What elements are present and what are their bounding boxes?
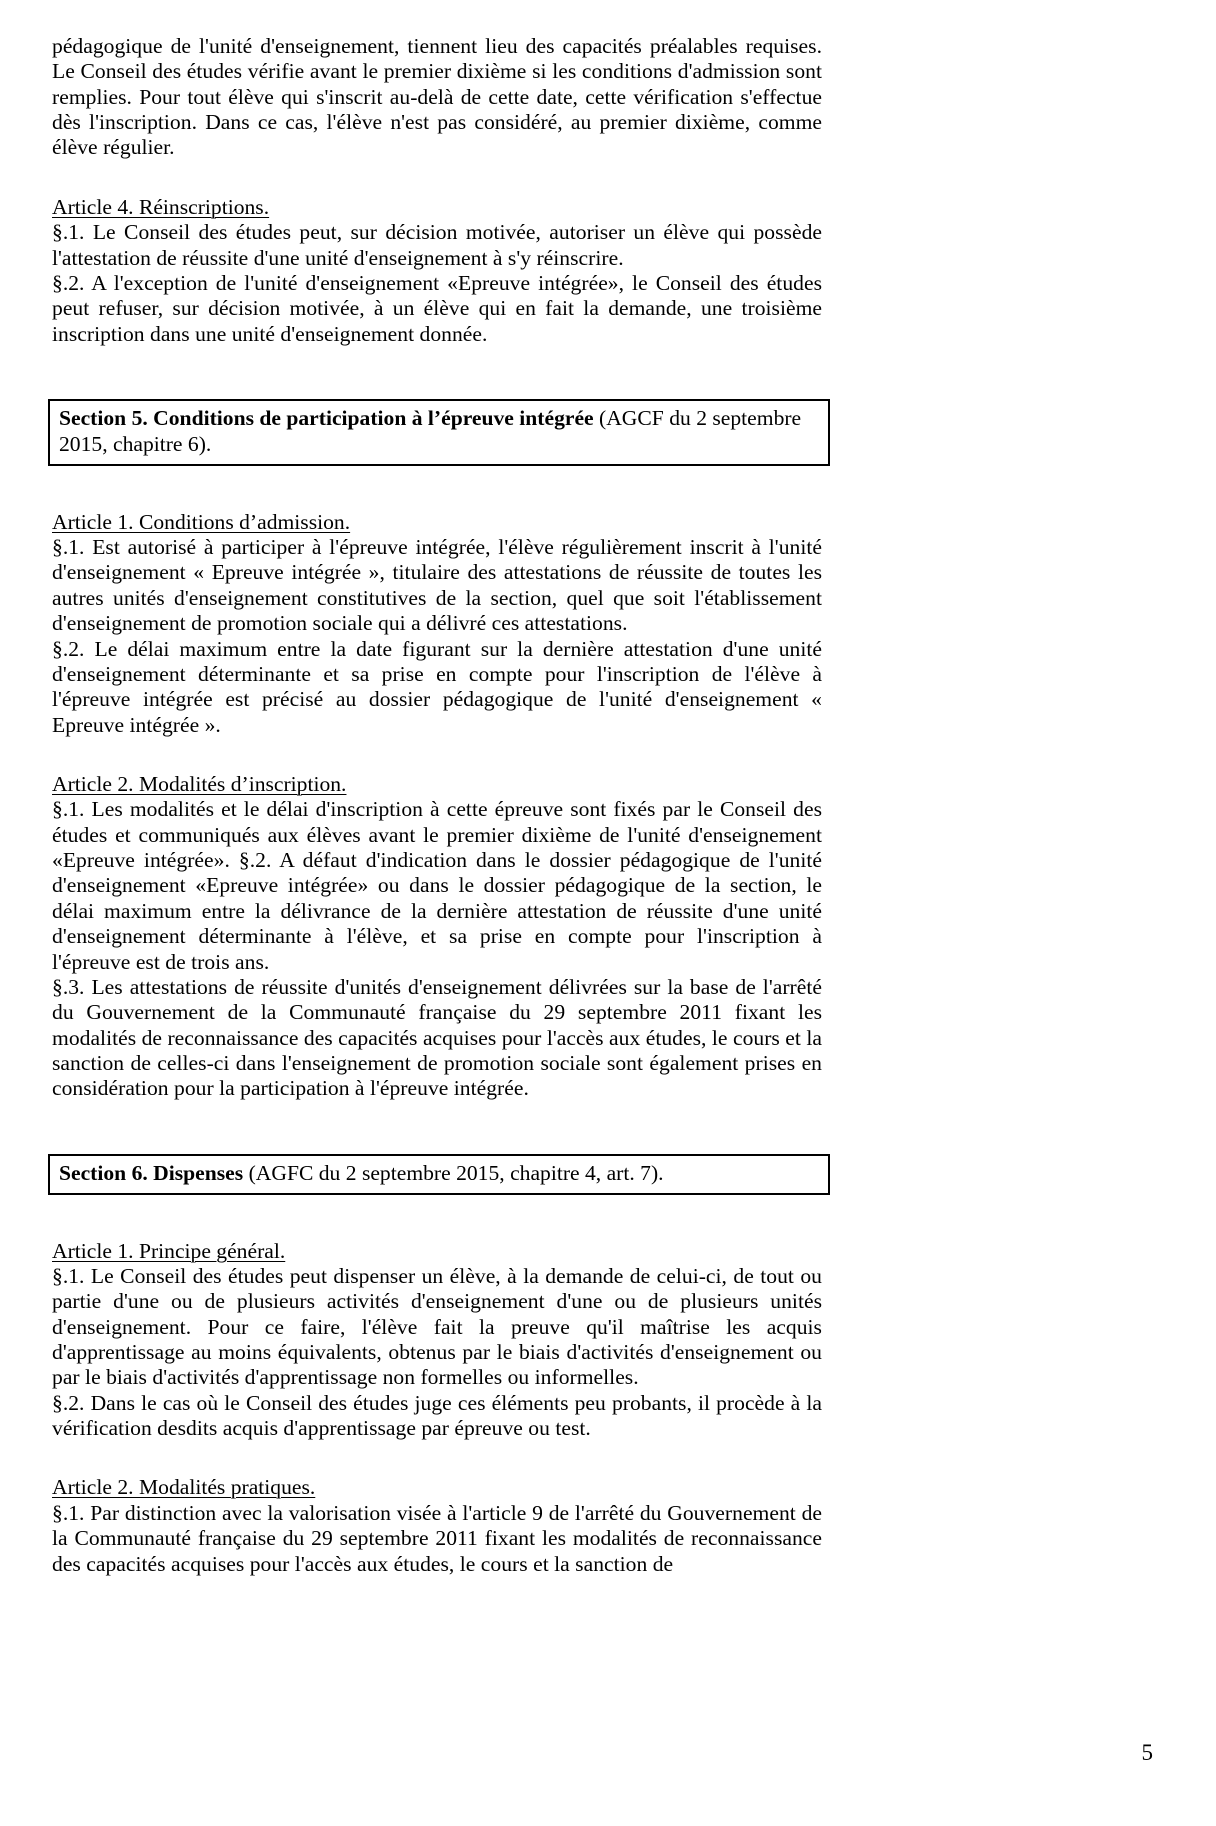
- section-6-title-bold: Section 6. Dispenses: [59, 1160, 244, 1185]
- section-6-header-box: [48, 1154, 830, 1195]
- section-6-article-1-paragraph-1: §.1. Le Conseil des études peut dispenser un élève, à la demande de celui-ci, de tout ou partie d'une ou de plusieurs activités d'enseignement d'une ou de plusieurs unités d'enseignement. Pour ce faire, l'élève fait la preuve qu'il maîtrise les acquis d'apprentissage au moins équivalents, obtenus par le biais d'activités d'enseignement ou par le biais d'activités d'apprentissage non formelles ou informelles.: [52, 1263, 822, 1390]
- section-6-article-heading-1: [52, 1239, 822, 1264]
- page-number: 5: [1141, 1740, 1153, 1765]
- section-5-article-heading-2: [52, 772, 822, 797]
- section-5-title-bold: Section 5. Conditions de participation à l’épreuve intégrée: [59, 405, 594, 430]
- section-5-article-2-paragraph-3: §.3. Les attestations de réussite d'unités d'enseignement délivrées sur la base de l'arrêté du Gouvernement de la Communauté française du 29 septembre 2011 fixant les modalités de reconnaissance des capacités acquises pour l'accès aux études, le cours et la sanction de celles-ci dans l'enseignement de promotion sociale sont également prises en considération pour la participation à l'épreuve intégrée.: [52, 974, 822, 1101]
- section-5-article-heading-2-text: Article 2. Modalités d’inscription.: [52, 772, 347, 796]
- page-content: [52, 34, 822, 1577]
- spacer: [52, 1195, 822, 1239]
- section-6-article-1-paragraph-2: §.2. Dans le cas où le Conseil des études juge ces éléments peu probants, il procède à la vérification desdits acquis d'apprentissage par épreuve ou test.: [52, 1390, 822, 1441]
- article-heading-4: [52, 195, 822, 220]
- article-4-paragraph-1: §.1. Le Conseil des études peut, sur décision motivée, autoriser un élève qui possède l'attestation de réussite d'une unité d'enseignement à s'y réinscrire.: [52, 220, 822, 270]
- section-6-article-2-paragraph-1: §.1. Par distinction avec la valorisation visée à l'article 9 de l'arrêté du Gouvernement de la Communauté française du 29 septembre 2011 fixant les modalités de reconnaissance des capacités acquises pour l'accès aux études, le cours et la sanction de: [52, 1500, 822, 1576]
- spacer: [52, 738, 822, 772]
- spacer: [52, 1102, 822, 1154]
- section-5-title-reference: (AGCF du 2 septembre 2015, chapitre 6).: [59, 405, 802, 456]
- section-5-article-1-paragraph-2: §.2. Le délai maximum entre la date figurant sur la dernière attestation d'une unité d'enseignement déterminante et sa prise en compte pour l'inscription de l'élève à l'épreuve intégrée est précisé au dossier pédagogique de l'unité d'enseignement « Epreuve intégrée ».: [52, 636, 822, 737]
- section-5-title: [59, 406, 819, 458]
- section-5-article-heading-1-text: Article 1. Conditions d’admission.: [52, 509, 351, 534]
- section-6-article-heading-2: [52, 1475, 822, 1500]
- section-5-header-box: [48, 399, 830, 466]
- spacer: [52, 347, 822, 399]
- article-4-paragraph-2: §.2. A l'exception de l'unité d'enseignement «Epreuve intégrée», le Conseil des études peut refuser, sur décision motivée, à un élève qui en fait la demande, une troisième inscription dans une unité d'enseignement donnée.: [52, 270, 822, 346]
- spacer: [52, 161, 822, 195]
- section-5-article-heading-1: [52, 510, 822, 535]
- section-6-article-heading-2-text: Article 2. Modalités pratiques.: [52, 1475, 316, 1500]
- section-6-title-reference: (AGFC du 2 septembre 2015, chapitre 4, art. 7).: [243, 1160, 664, 1185]
- section-6-title: [59, 1161, 819, 1187]
- section-5-article-2-paragraph-1: §.1. Les modalités et le délai d'inscription à cette épreuve sont fixés par le Conseil des études et communiqués aux élèves avant le premier dixième de l'unité d'enseignement «Epreuve intégrée». §.2. A défaut d'indication dans le dossier pédagogique de l'unité d'enseignement «Epreuve intégrée» ou dans le dossier pédagogique de la section, le délai maximum entre la délivrance de la dernière attestation de réussite d'une unité d'enseignement déterminante à l'élève, et sa prise en compte pour l'inscription à l'épreuve est de trois ans.: [52, 797, 822, 974]
- spacer: [52, 466, 822, 510]
- article-heading-4-text: Article 4. Réinscriptions.: [52, 194, 270, 219]
- section-5-article-1-paragraph-1: §.1. Est autorisé à participer à l'épreuve intégrée, l'élève régulièrement inscrit à l'unité d'enseignement « Epreuve intégrée », titulaire des attestations de réussite de toutes les autres unités d'enseignement constitutives de la section, quel que soit l'établissement d'enseignement de promotion sociale qui a délivré ces attestations.: [52, 535, 822, 636]
- intro-paragraph: pédagogique de l'unité d'enseignement, tiennent lieu des capacités préalables requises. Le Conseil des études vérifie avant le premier dixième si les conditions d'admission sont remplies. Pour tout élève qui s'inscrit au-delà de cette date, cette vérification s'effectue dès l'inscription. Dans ce cas, l'élève n'est pas considéré, au premier dixième, comme élève régulier.: [52, 34, 822, 160]
- spacer: [52, 1441, 822, 1475]
- section-6-article-heading-1-text: Article 1. Principe général.: [52, 1238, 286, 1263]
